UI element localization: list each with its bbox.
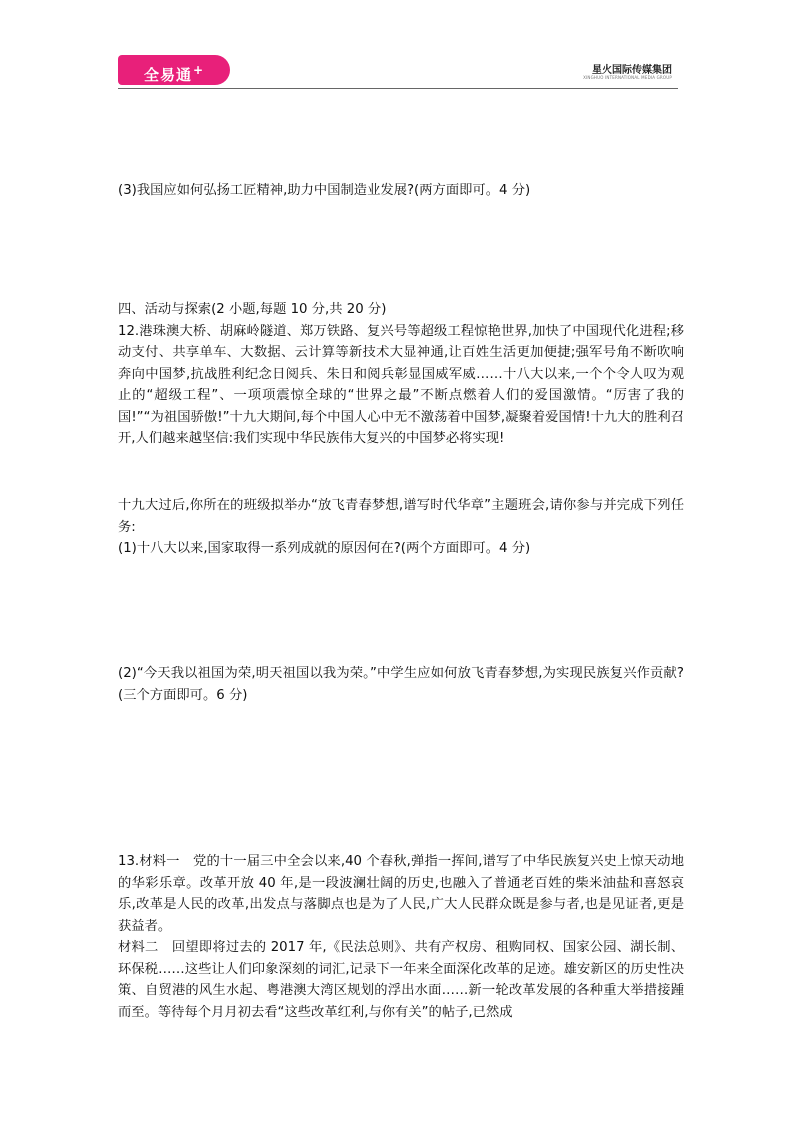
question-13-block xyxy=(118,851,684,1023)
question-12-task: 十九大过后,你所在的班级拟举办“放飞青春梦想,谱写时代华章”主题班会,请你参与并完成下列任务: xyxy=(118,498,684,535)
question-13-material-1: 13.材料一 党的十一届三中全会以来,40 个春秋,弹指一挥间,谱写了中华民族复兴史上惊天动地的华彩乐章。改革开放 40 年,是一段波澜壮阔的历史,也融入了普通老百姓的柴米油盐和喜怒哀乐,改革是人民的改革,出发点与落脚点也是为了人民,广大人民群众既是参与者,也是见证者,更是获益者。 xyxy=(118,854,684,934)
question-11-3-block xyxy=(118,180,684,202)
section-4-block xyxy=(118,299,684,450)
page-header xyxy=(118,55,678,89)
question-12-material: 12.港珠澳大桥、胡麻岭隧道、郑万铁路、复兴号等超级工程惊艳世界,加快了中国现代化进程;移动支付、共享单车、大数据、云计算等新技术大显神通,让百姓生活更加便捷;强军号角不断吹响奔向中国梦,抗战胜利纪念日阅兵、朱日和阅兵彰显国威军威……十八大以来,一个个令人叹为观止的“超级工程”、一项项震惊全球的“世界之最”不断点燃着人们的爱国激情。“厉害了我的国!”“为祖国骄傲!”十九大期间,每个中国人心中无不激荡着中国梦,凝聚着爱国情!十九大的胜利召开,人们越来越坚信:我们实现中华民族伟大复兴的中国梦必将实现! xyxy=(118,323,684,446)
publisher-name: 星火国际传媒集团 xyxy=(592,65,672,76)
logo-plus: + xyxy=(192,63,205,77)
question-12-part-1: (1)十八大以来,国家取得一系列成就的原因何在?(两个方面即可。4 分) xyxy=(118,541,531,556)
logo-text: 全易通 xyxy=(143,66,192,84)
question-11-part-3: (3)我国应如何弘扬工匠精神,助力中国制造业发展?(两方面即可。4 分) xyxy=(118,183,531,198)
question-13-material-2: 材料二 回望即将过去的 2017 年,《民法总则》、共有产权房、租购同权、国家公园、湖长制、环保税……这些让人们印象深刻的词汇,记录下一年来全面深化改革的足迹。雄安新区的历史性决策、自贸港的风生水起、粤港澳大湾区规划的浮出水面……新一轮改革发展的各种重大举措接踵而至。等待每个月月初去看“这些改革红利,与你有关”的帖子,已然成 xyxy=(118,940,684,1020)
brand-logo xyxy=(118,55,230,85)
header-divider xyxy=(118,88,678,89)
question-12-task-block xyxy=(118,495,684,560)
section-4-title: 四、活动与探索(2 小题,每题 10 分,共 20 分) xyxy=(118,302,387,317)
question-12-part-2-block xyxy=(118,663,684,706)
publisher-subtitle: XINGHUO INTERNATIONAL MEDIA GROUP xyxy=(583,75,672,80)
question-12-part-2: (2)“今天我以祖国为荣,明天祖国以我为荣。”中学生应如何放飞青春梦想,为实现民族复兴作贡献?(三个方面即可。6 分) xyxy=(118,666,684,703)
